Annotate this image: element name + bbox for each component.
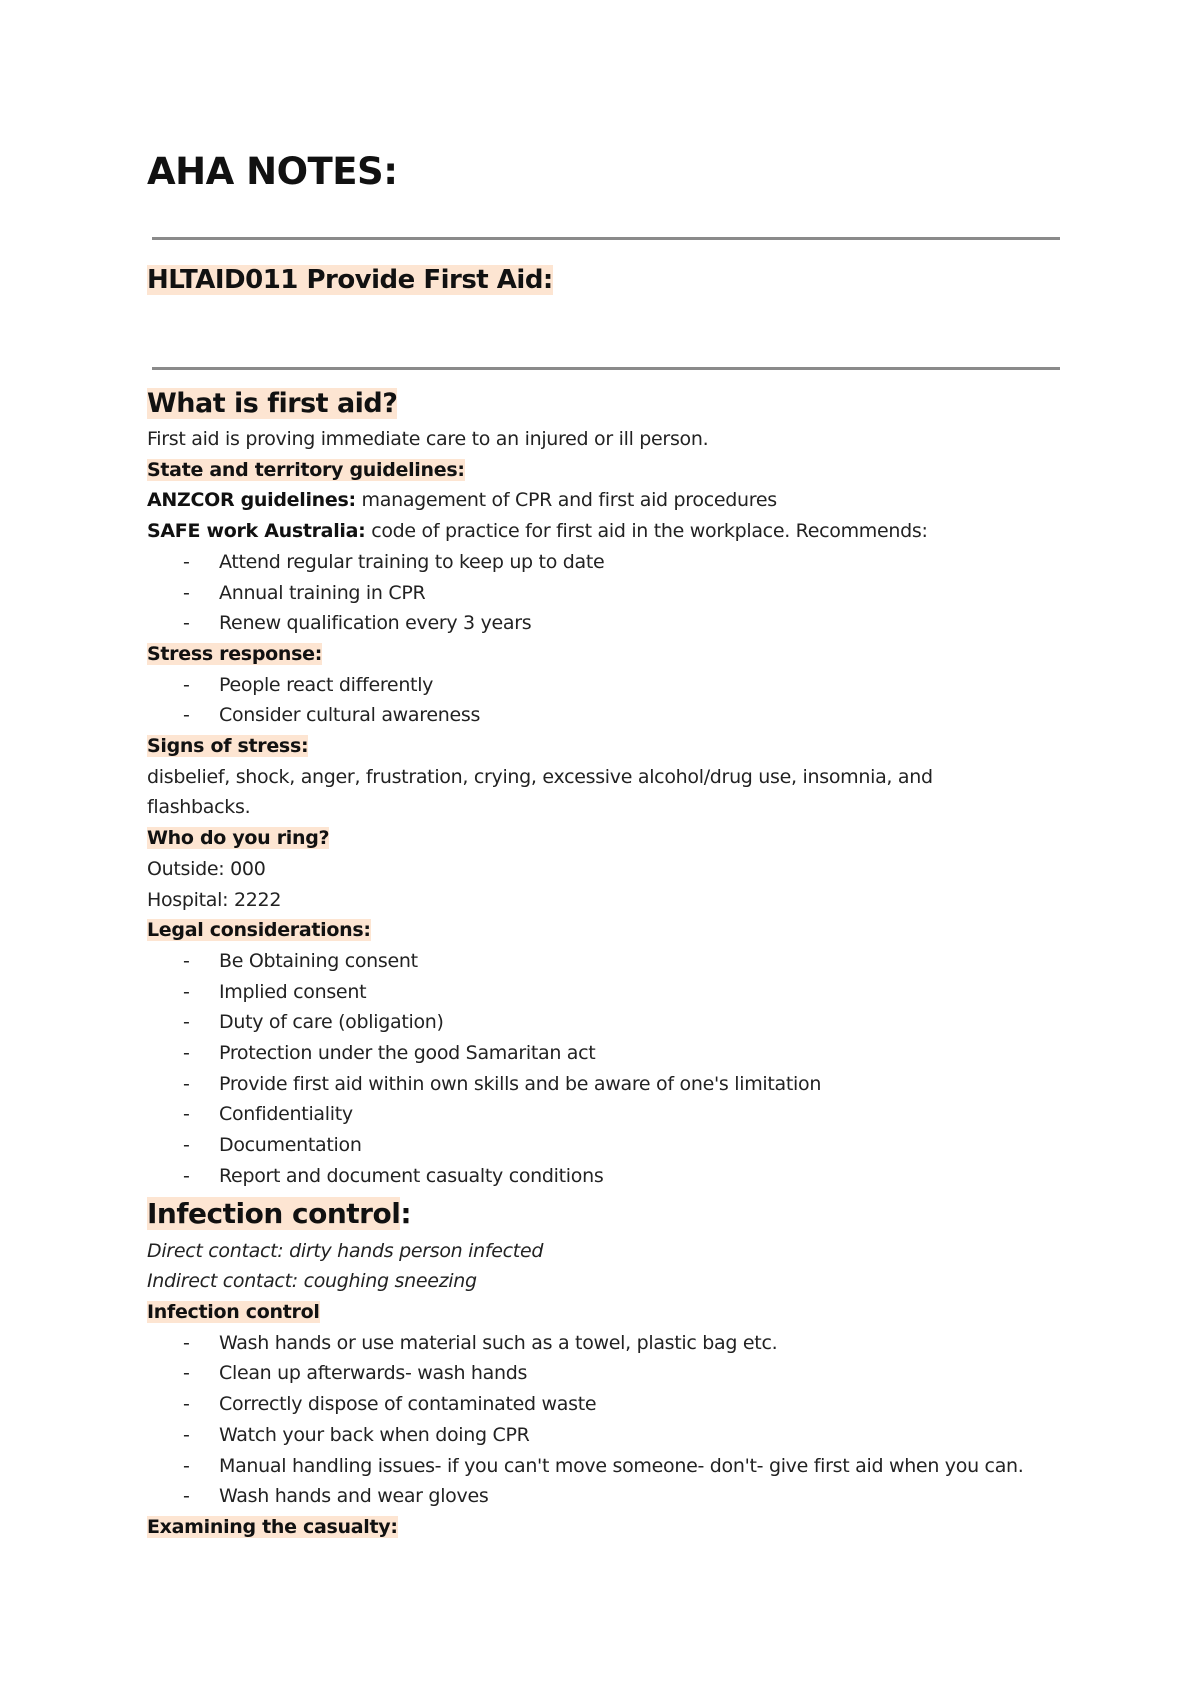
list-item: - Confidentiality: [183, 1103, 353, 1126]
ring-hospital: Hospital: 2222: [147, 888, 282, 911]
list-item: - Renew qualification every 3 years: [183, 612, 532, 635]
document-body: [147, 384, 1067, 1543]
list-item: - Report and document casualty conditions: [183, 1164, 604, 1187]
list-item: - Wash hands and wear gloves: [183, 1485, 489, 1508]
stress-response-list: [147, 670, 1067, 731]
horizontal-rule: [152, 237, 1060, 240]
list-item: - Clean up afterwards- wash hands: [183, 1362, 528, 1385]
infection-control-label: Infection control: [147, 1300, 320, 1323]
list-item: - Documentation: [183, 1134, 362, 1157]
signs-of-stress-text: disbelief, shock, anger, frustration, crying, excessive alcohol/drug use, insomnia, and flashbacks.: [147, 765, 933, 819]
list-item: - Consider cultural awareness: [183, 704, 481, 727]
list-item: - Manual handling issues- if you can't move someone- don't- give first aid when you can.: [183, 1454, 1024, 1477]
section-heading-infection-control: Infection control:: [147, 1196, 412, 1230]
legal-considerations-list: [147, 946, 1067, 1192]
list-item: - Be Obtaining consent: [183, 949, 418, 972]
list-item: - Implied consent: [183, 980, 367, 1003]
horizontal-rule: [152, 367, 1060, 370]
list-item: - Wash hands or use material such as a towel, plastic bag etc.: [183, 1331, 778, 1354]
ring-outside: Outside: 000: [147, 857, 266, 880]
first-aid-definition: First aid is proving immediate care to an injured or ill person.: [147, 428, 709, 450]
indirect-contact: Indirect contact: coughing sneezing: [147, 1270, 477, 1293]
examining-casualty-label: Examining the casualty:: [147, 1515, 398, 1538]
section-heading-what-is-first-aid: What is first aid?: [147, 388, 398, 419]
list-item: - Provide first aid within own skills and be aware of one's limitation: [183, 1072, 822, 1095]
list-item: - Protection under the good Samaritan act: [183, 1042, 596, 1065]
who-to-ring-label: Who do you ring?: [147, 827, 330, 850]
list-item: - Annual training in CPR: [183, 581, 426, 604]
subtitle-text: HLTAID011 Provide First Aid:: [147, 265, 553, 295]
legal-considerations-label: Legal considerations:: [147, 919, 371, 942]
course-subtitle: [147, 262, 553, 298]
state-guidelines-label: State and territory guidelines:: [147, 458, 465, 481]
signs-of-stress-label: Signs of stress:: [147, 735, 309, 758]
list-item: - Duty of care (obligation): [183, 1011, 444, 1034]
safe-work-list: [147, 547, 1067, 639]
list-item: - Attend regular training to keep up to date: [183, 550, 605, 573]
direct-contact: Direct contact: dirty hands person infected: [147, 1239, 544, 1262]
safe-work-line: SAFE work Australia: code of practice for first aid in the workplace. Recommends:: [147, 520, 928, 543]
list-item: - Watch your back when doing CPR: [183, 1423, 530, 1446]
infection-control-list: [147, 1328, 1067, 1512]
list-item: - Correctly dispose of contaminated waste: [183, 1393, 597, 1416]
anzcor-guidelines-line: ANZCOR guidelines: management of CPR and first aid procedures: [147, 489, 777, 512]
stress-response-label: Stress response:: [147, 642, 322, 665]
document-title: AHA NOTES:: [147, 150, 398, 193]
list-item: - People react differently: [183, 673, 434, 696]
